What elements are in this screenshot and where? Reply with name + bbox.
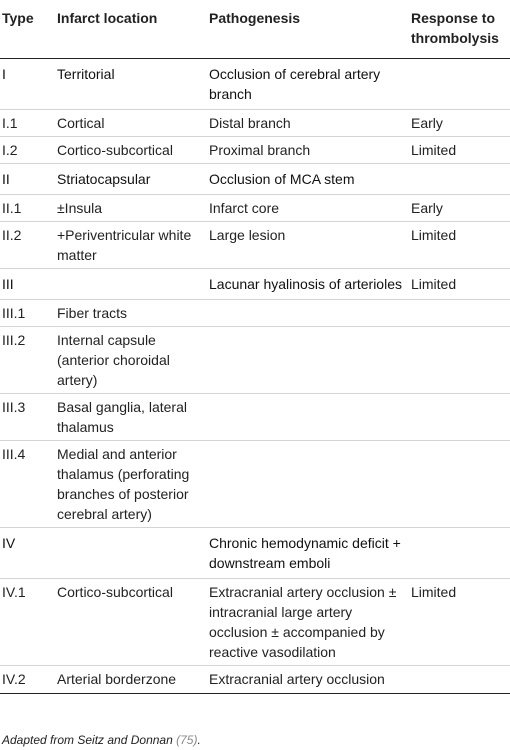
- header-pathogenesis: Pathogenesis: [205, 0, 407, 59]
- response-cell: [407, 327, 510, 394]
- pathogenesis-cell: Infarct core: [205, 195, 407, 222]
- response-cell: Early: [407, 195, 510, 222]
- header-type: Type: [0, 0, 53, 59]
- type-cell: III.4: [0, 441, 53, 528]
- infarct-location-cell: [53, 528, 205, 579]
- infarct-location-cell: Cortical: [53, 110, 205, 137]
- type-cell: III: [0, 269, 53, 300]
- table-row: [0, 528, 510, 579]
- type-cell: I.1: [0, 110, 53, 137]
- pathogenesis-cell: Proximal branch: [205, 137, 407, 164]
- infarct-location-cell: ±Insula: [53, 195, 205, 222]
- infarct-location-cell: Fiber tracts: [53, 300, 205, 327]
- pathogenesis-cell: [205, 394, 407, 441]
- pathogenesis-cell: Lacunar hyalinosis of arterioles: [205, 269, 407, 300]
- pathogenesis-cell: Large lesion: [205, 222, 407, 269]
- response-cell: [407, 394, 510, 441]
- type-cell: I: [2, 66, 6, 82]
- footnote-text: Adapted from Seitz and Donnan: [2, 733, 177, 747]
- table-row: [0, 164, 510, 195]
- footnote-citation: (75): [176, 733, 198, 747]
- infarct-location-cell: Basal ganglia, lateral thalamus: [53, 394, 205, 441]
- table-row: [0, 394, 510, 441]
- type-cell: IV: [0, 528, 53, 579]
- table-row: [0, 195, 510, 222]
- response-cell: [407, 666, 510, 694]
- table-body: [0, 59, 510, 694]
- type-cell: II: [0, 164, 53, 195]
- table-row: [0, 137, 510, 164]
- table-row: [0, 300, 510, 327]
- response-cell: [407, 300, 510, 327]
- infarct-location-cell: Cortico-subcortical: [53, 579, 205, 666]
- type-cell: III.3: [0, 394, 53, 441]
- header-infarct-location: Infarct location: [53, 0, 205, 59]
- pathogenesis-cell: Occlusion of cerebral artery branch: [209, 66, 381, 102]
- infarct-location-cell: Arterial borderzone: [53, 666, 205, 694]
- table-footnote: [2, 732, 201, 748]
- table-row: [0, 110, 510, 137]
- infarct-location-cell: +Periventricular white matter: [53, 222, 205, 269]
- table-row: [0, 441, 510, 528]
- footnote-end: .: [197, 733, 201, 747]
- pathogenesis-cell: [205, 327, 407, 394]
- header-response-to-thrombolysis: Response to thrombolysis: [407, 0, 510, 59]
- response-cell: [407, 164, 510, 195]
- response-cell: Early: [407, 110, 510, 137]
- response-cell: [407, 528, 510, 579]
- response-cell: Limited: [407, 269, 510, 300]
- response-cell: Limited: [407, 222, 510, 269]
- infarct-location-cell: Territorial: [57, 66, 115, 82]
- pathogenesis-cell: Extracranial artery occlusion: [205, 666, 407, 694]
- infarct-location-cell: Internal capsule (anterior choroidal artery): [53, 327, 205, 394]
- pathogenesis-cell: Occlusion of MCA stem: [205, 164, 407, 195]
- pathogenesis-cell: [205, 441, 407, 528]
- pathogenesis-cell: Chronic hemodynamic deficit + downstream emboli: [205, 528, 407, 579]
- table-row: [0, 269, 510, 300]
- response-cell: Limited: [407, 137, 510, 164]
- response-cell: [407, 59, 510, 110]
- response-cell: Limited: [407, 579, 510, 666]
- type-cell: IV.1: [0, 579, 53, 666]
- table-row: [0, 59, 510, 110]
- table-row: [0, 666, 510, 694]
- response-cell: [407, 441, 510, 528]
- table-row: [0, 222, 510, 269]
- type-cell: II.1: [0, 195, 53, 222]
- table-row: [0, 327, 510, 394]
- pathogenesis-cell: Extracranial artery occlusion ± intracranial large artery occlusion ± accompanied by reactive vasodilation: [205, 579, 407, 666]
- infarct-location-cell: [53, 269, 205, 300]
- type-cell: III.2: [0, 327, 53, 394]
- type-cell: I.2: [0, 137, 53, 164]
- infarct-location-cell: Medial and anterior thalamus (perforating branches of posterior cerebral artery): [53, 441, 205, 528]
- type-cell: II.2: [0, 222, 53, 269]
- table-header-row: [0, 0, 510, 59]
- pathogenesis-cell: Distal branch: [205, 110, 407, 137]
- infarct-location-cell: Striatocapsular: [53, 164, 205, 195]
- infarct-location-cell: Cortico-subcortical: [53, 137, 205, 164]
- pathogenesis-cell: [205, 300, 407, 327]
- type-cell: III.1: [0, 300, 53, 327]
- type-cell: IV.2: [0, 666, 53, 694]
- table-row: [0, 579, 510, 666]
